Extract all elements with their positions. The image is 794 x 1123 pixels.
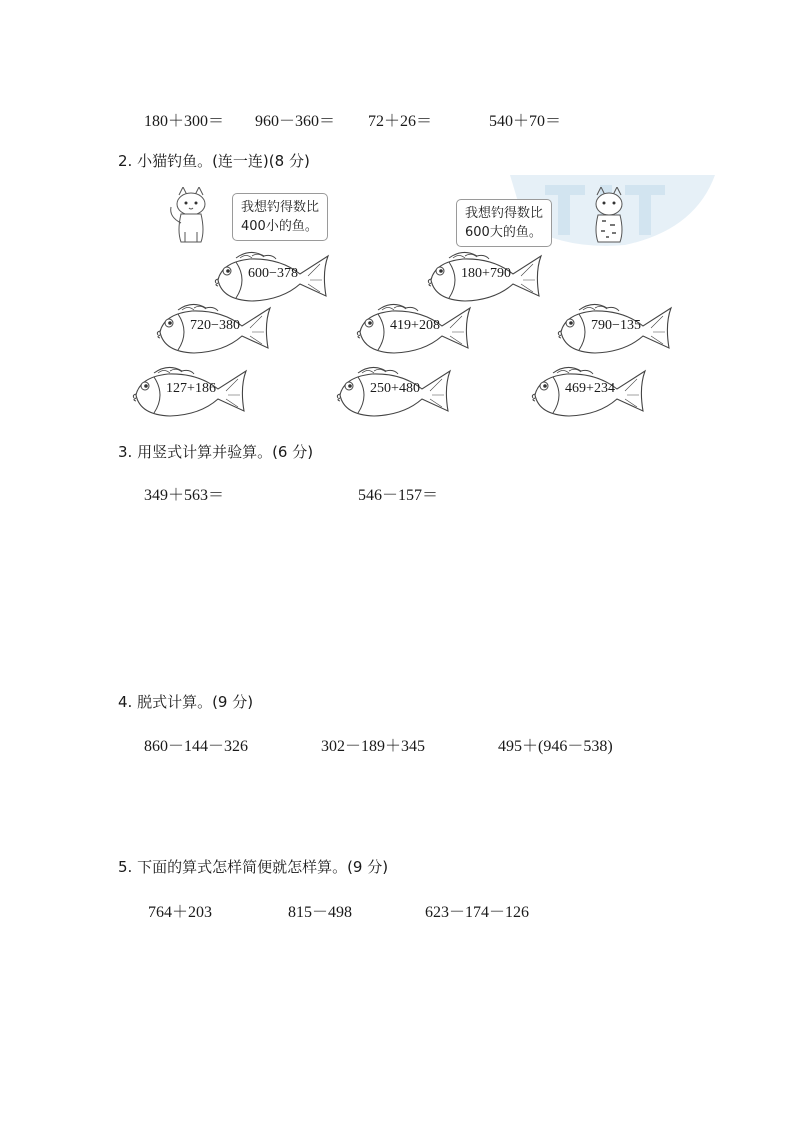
fish-2[interactable] <box>413 250 543 310</box>
q2-title: 2. 小猫钓鱼。(连一连)(8 分) <box>118 152 310 170</box>
q5-expr-3: 623－174－126 <box>425 904 530 921</box>
expr-1: 180＋300＝ <box>144 113 225 130</box>
fish-8[interactable] <box>517 365 647 425</box>
fish-4[interactable] <box>342 302 472 362</box>
fish-expression: 720−380 <box>190 318 240 333</box>
speech-bubble-right <box>456 199 552 247</box>
expr-3: 72＋26＝ <box>368 113 433 130</box>
bubble-left-line1: 我想钓得数比 <box>241 200 320 215</box>
fish-expression: 250+480 <box>370 381 420 396</box>
bubble-left-line2: 400小的鱼。 <box>241 219 318 234</box>
speech-bubble-left <box>232 193 328 241</box>
expr-2: 960－360＝ <box>255 113 336 130</box>
cat-right-icon <box>588 187 630 245</box>
fish-expression: 419+208 <box>390 318 440 333</box>
q3-expr-1: 349＋563＝ <box>144 487 225 504</box>
cat-left-icon <box>165 187 215 245</box>
q4-title: 4. 脱式计算。(9 分) <box>118 693 254 711</box>
q4-expr-1: 860－144－326 <box>144 738 249 755</box>
fish-7[interactable] <box>322 365 452 425</box>
fish-1[interactable] <box>200 250 330 310</box>
fish-expression: 469+234 <box>565 381 615 396</box>
bubble-right-line1: 我想钓得数比 <box>465 206 544 221</box>
q5-title: 5. 下面的算式怎样简便就怎样算。(9 分) <box>118 858 389 876</box>
fish-expression: 790−135 <box>591 318 641 333</box>
q5-expr-1: 764＋203 <box>148 904 213 921</box>
fish-expression: 180+790 <box>461 266 511 281</box>
q4-expr-2: 302－189＋345 <box>321 738 426 755</box>
fish-6[interactable] <box>118 365 248 425</box>
fish-5[interactable] <box>543 302 673 362</box>
q4-expr-3: 495＋(946－538) <box>498 738 613 755</box>
fish-expression: 600−378 <box>248 266 298 281</box>
q3-title: 3. 用竖式计算并验算。(6 分) <box>118 443 314 461</box>
q3-expr-2: 546－157＝ <box>358 487 439 504</box>
fish-expression: 127+186 <box>166 381 216 396</box>
expr-4: 540＋70＝ <box>489 113 562 130</box>
q5-expr-2: 815－498 <box>288 904 353 921</box>
bubble-right-line2: 600大的鱼。 <box>465 225 542 240</box>
fish-3[interactable] <box>142 302 272 362</box>
